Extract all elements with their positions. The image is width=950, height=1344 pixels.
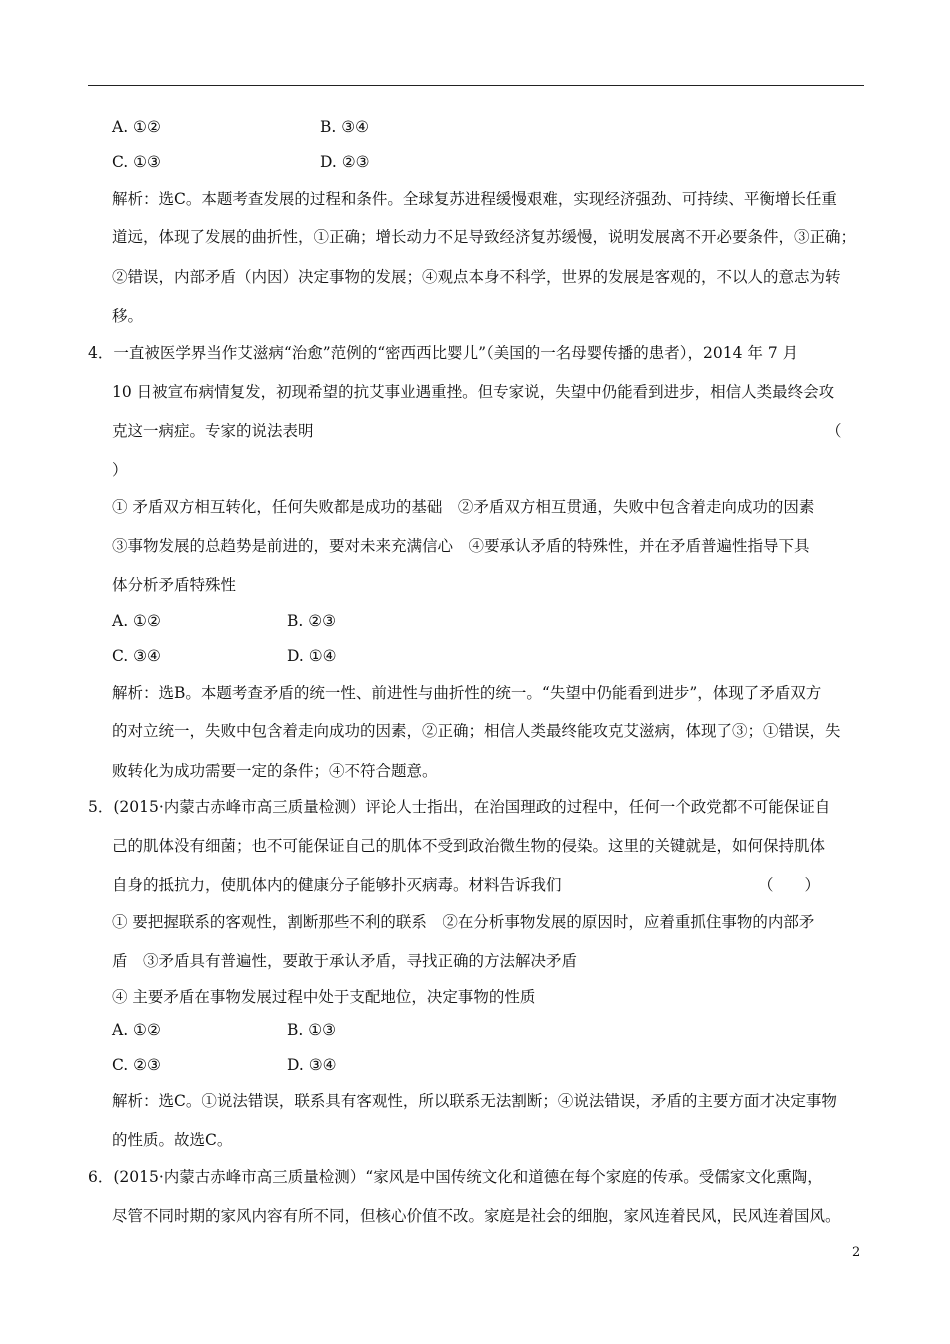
- q4-stem-line: 10 日被宣布病情复发，初现希望的抗艾事业遇重挫。但专家说，失望中仍能看到进步，相信人类最终会攻: [112, 383, 835, 401]
- q6-stem-line: 6．(2015·内蒙古赤峰市高三质量检测）“家风是中国传统文化和道德在每个家庭的传承。受儒家文化熏陶，: [88, 1168, 823, 1186]
- q5-stem-line: 自身的抵抗力，使肌体内的健康分子能够扑灭病毒。材料告诉我们: [112, 876, 562, 894]
- q3-analysis-line: 道远，体现了发展的曲折性，①正确；增长动力不足导致经济复苏缓慢，说明发展离不开必要条件，③正确；: [112, 228, 857, 246]
- q4-statement-line: ① 矛盾双方相互转化，任何失败都是成功的基础 ②矛盾双方相互贯通，失败中包含着走向成功的因素: [112, 498, 815, 516]
- q3-analysis-line: 移。: [112, 307, 144, 325]
- q5-stem-line: 己的肌体没有细菌；也不可能保证自己的肌体不受到政治微生物的侵染。这里的关键就是，如何保持肌体: [112, 837, 826, 855]
- q5-analysis-line: 的性质。故选C。: [112, 1131, 233, 1149]
- q3-option-a: A. ①②: [112, 118, 161, 136]
- q3-option-b: B. ③④: [320, 118, 370, 136]
- q4-analysis-line: 败转化为成功需要一定的条件；④不符合题意。: [112, 762, 438, 780]
- q4-statement-line: 体分析矛盾特殊性: [112, 576, 237, 594]
- q5-analysis-line: 解析：选C。①说法错误，联系具有客观性，所以联系无法割断；④说法错误，矛盾的主要方面才决定事物: [112, 1092, 837, 1110]
- q4-option-d: D. ①④: [287, 647, 337, 665]
- q3-option-d: D. ②③: [320, 153, 370, 171]
- q4-option-a: A. ①②: [112, 612, 161, 630]
- q4-option-b: B. ②③: [287, 612, 337, 630]
- q5-answer-paren: （ ）: [758, 876, 821, 894]
- q4-analysis-line: 解析：选B。本题考查矛盾的统一性、前进性与曲折性的统一。“失望中仍能看到进步”，体现了矛盾双方: [112, 684, 822, 702]
- q4-stem-line: 克这一病症。专家的说法表明: [112, 422, 314, 440]
- q4-stem-line: 4．一直被医学界当作艾滋病“治愈”范例的“密西西比婴儿”（美国的一名母婴传播的患者），2014 年 7 月: [88, 344, 799, 362]
- q3-option-c: C. ①③: [112, 153, 161, 171]
- q5-option-d: D. ③④: [287, 1056, 337, 1074]
- q5-stem-line: 5．(2015·内蒙古赤峰市高三质量检测）评论人士指出，在治国理政的过程中，任何一个政党都不可能保证自: [88, 798, 831, 816]
- q3-analysis-line: 解析：选C。本题考查发展的过程和条件。全球复苏进程缓慢艰难，实现经济强劲、可持续、平衡增长任重: [112, 190, 837, 208]
- q4-answer-paren-open: （: [826, 422, 842, 440]
- page-number: 2: [852, 1245, 861, 1260]
- q5-statement-line: ④ 主要矛盾在事物发展过程中处于支配地位，决定事物的性质: [112, 988, 536, 1006]
- q5-statement-line: 盾 ③矛盾具有普遍性，要敢于承认矛盾，寻找正确的方法解决矛盾: [112, 952, 578, 970]
- q5-option-a: A. ①②: [112, 1021, 161, 1039]
- q5-option-c: C. ②③: [112, 1056, 161, 1074]
- header-rule: [88, 85, 864, 86]
- q3-analysis-line: ②错误，内部矛盾（内因）决定事物的发展；④观点本身不科学，世界的发展是客观的，不以人的意志为转: [112, 268, 841, 286]
- q5-option-b: B. ①③: [287, 1021, 337, 1039]
- q6-stem-line: 尽管不同时期的家风内容有所不同，但核心价值不改。家庭是社会的细胞，家风连着民风，民风连着国风。: [112, 1207, 841, 1225]
- q5-statement-line: ① 要把握联系的客观性，割断那些不利的联系 ②在分析事物发展的原因时，应着重抓住事物的内部矛: [112, 913, 815, 931]
- q4-analysis-line: 的对立统一，失败中包含着走向成功的因素，②正确；相信人类最终能攻克艾滋病，体现了③；①错误，失: [112, 722, 841, 740]
- q4-option-c: C. ③④: [112, 647, 161, 665]
- q4-statement-line: ③事物发展的总趋势是前进的，要对未来充满信心 ④要承认矛盾的特殊性，并在矛盾普遍性指导下具: [112, 537, 810, 555]
- q4-answer-paren-close: ）: [112, 461, 128, 479]
